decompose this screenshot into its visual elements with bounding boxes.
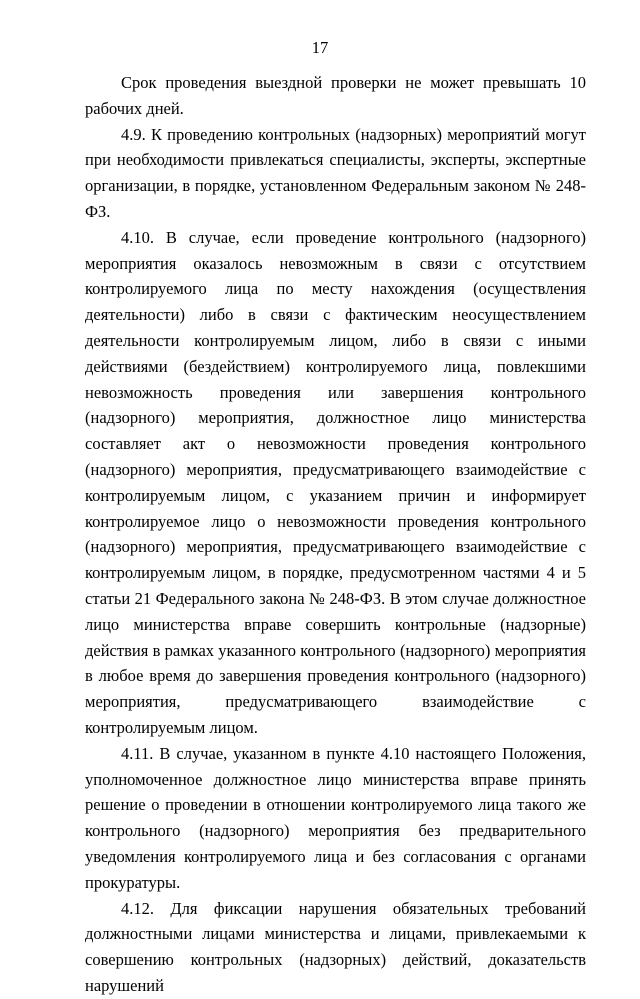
document-body: [85, 70, 586, 999]
paragraph-4-9: 4.9. К проведению контрольных (надзорных) мероприятий могут при необходимости привлекаться специалисты, эксперты, экспертные организации, в порядке, установленном Федеральным законом № 248-ФЗ.: [85, 124, 586, 221]
paragraph-inspection-duration: Срок проведения выездной проверки не может превышать 10 рабочих дней.: [85, 73, 586, 118]
paragraph-4-10: 4.10. В случае, если проведение контрольного (надзорного) мероприятия оказалось невозможным в связи с отсутствием контролируемого лица по месту нахождения (осуществления деятельности) либо в связи с фактическим неосуществлением деятельности контролируемым лицом, либо в связи с иными действиями (бездействием) контролируемого лица, повлекшими невозможность проведения или завершения контрольного (надзорного) мероприятия, должностное лицо министерства составляет акт о невозможности проведения контрольного (надзорного) мероприятия, предусматривающего взаимодействие с контролируемым лицом, с указанием причин и информирует контролируемое лицо о невозможности проведения контрольного (надзорного) мероприятия, предусматривающего взаимодействие с контролируемым лицом, в порядке, предусмотренном частями 4 и 5 статьи 21 Федерального закона № 248-ФЗ. В этом случае должностное лицо министерства вправе совершить контрольные (надзорные) действия в рамках указанного контрольного (надзорного) мероприятия в любое время до завершения проведения контрольного (надзорного) мероприятия, предусматривающего взаимодействие с контролируемым лицом.: [85, 227, 586, 737]
paragraph-4-11: 4.11. В случае, указанном в пункте 4.10 настоящего Положения, уполномоченное должностное лицо министерства вправе принять решение о проведении в отношении контролируемого лица такого же контрольного (надзорного) мероприятия без предварительного уведомления контролируемого лица и без согласования с органами прокуратуры.: [85, 743, 586, 892]
page-number: 17: [311, 38, 329, 57]
paragraph-4-12: 4.12. Для фиксации нарушения обязательных требований должностными лицами министерства и лицами, привлекаемыми к совершению контрольных (надзорных) действий, доказательств нарушений: [85, 898, 586, 995]
